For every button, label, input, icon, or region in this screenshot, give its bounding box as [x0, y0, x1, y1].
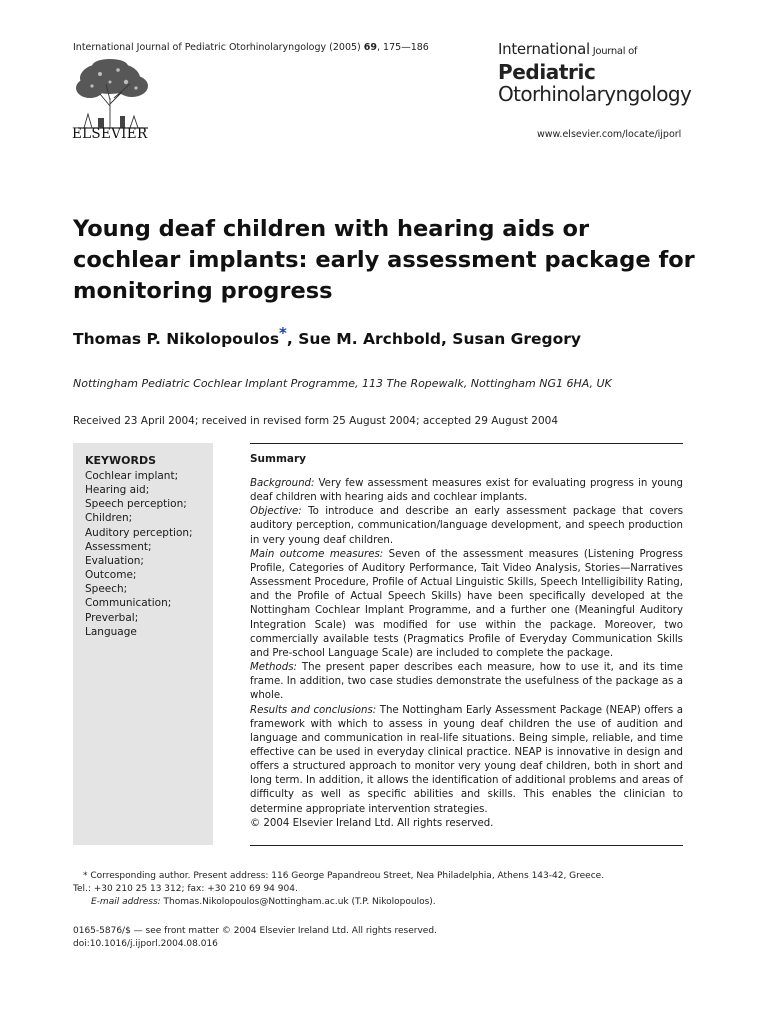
outcome-label: Main outcome measures:: [250, 548, 384, 560]
journal-brand-international: International: [498, 40, 590, 58]
background-text: Very few assessment measures exist for evaluating progress in young deaf children with hearing aids and cochlear implants.: [250, 478, 683, 504]
journal-citation: [73, 42, 429, 53]
methods-text: The present paper describes each measure, how to use it, and its time frame. In addition, two case studies demonstrate the usefulness of the package as a whole.: [250, 662, 683, 702]
keyword-item: Communication;: [85, 597, 172, 610]
journal-citation-text: International Journal of Pediatric Otorhinolaryngology (2005): [73, 42, 364, 53]
corresponding-author-note: * Corresponding author. Present address: 116 George Papandreou Street, Nea Philadelphia, Athens 143-42, Greece.: [83, 871, 605, 881]
summary-methods: [250, 661, 683, 703]
keywords-heading: KEYWORDS: [85, 454, 157, 467]
keywords-box: [73, 443, 213, 845]
issn-line: 0165-5876/$ — see front matter © 2004 Elsevier Ireland Ltd. All rights reserved.: [73, 926, 437, 936]
journal-url[interactable]: www.elsevier.com/locate/ijporl: [537, 129, 682, 140]
keyword-item: Outcome;: [85, 569, 137, 582]
outcome-text: Seven of the assessment measures (Listening Progress Profile, Categories of Auditory Performance, Tait Video Analysis, Stories—Narratives Assessment Procedure, Profile of Actual Linguistic Skills, Speech Intelligibility Rating, and the Profile of Actual Speech Skills) have been specifically developed at the Nottingham Cochlear Implant Programme, and a further one (Meaningful Auditory Integration Scale) was modified for use within the package. Moreover, two commercially available tests (Pragmatics Profile of Everyday Communication Skills and Pre-school Language Scale) are included to complete the package.: [250, 548, 683, 659]
summary-outcome-measures: [250, 548, 683, 661]
summary-objective: [250, 505, 683, 547]
publisher-name: ELSEVIER: [72, 126, 148, 142]
keyword-item: Language: [85, 625, 137, 638]
corresponding-footnote: [73, 870, 693, 909]
journal-brand-line2: Pediatric: [498, 60, 596, 84]
summary-body: [250, 477, 683, 831]
keyword-item: Evaluation;: [85, 554, 144, 567]
keyword-item: Auditory perception;: [85, 526, 193, 539]
front-matter-footnote: [73, 925, 693, 951]
other-authors: , Sue M. Archbold, Susan Gregory: [286, 330, 581, 349]
affiliation: Nottingham Pediatric Cochlear Implant Programme, 113 The Ropewalk, Nottingham NG1 6HA, UK: [73, 377, 612, 390]
objective-label: Objective:: [250, 506, 302, 518]
journal-brand-journal-of: Journal of: [589, 46, 638, 57]
keyword-item: Speech;: [85, 583, 128, 596]
article-title: Young deaf children with hearing aids or cochlear implants: early assessment package for monitoring progress: [73, 216, 695, 304]
first-author: Thomas P. Nikolopoulos: [73, 330, 280, 349]
journal-brand-line1: [498, 40, 708, 61]
email-label: E-mail address:: [91, 897, 161, 907]
elsevier-tree-logo: [70, 58, 154, 130]
journal-brand: [498, 40, 708, 105]
keyword-item: Cochlear implant;: [85, 470, 179, 482]
keyword-item: Hearing aid;: [85, 484, 150, 497]
summary-top-rule: [250, 443, 683, 444]
keywords-list: [85, 469, 193, 639]
article-authors: [73, 324, 581, 348]
corresponding-author-mark[interactable]: *: [279, 324, 287, 342]
keyword-item: Children;: [85, 512, 133, 525]
summary-bottom-rule: [250, 845, 683, 846]
summary-background: [250, 477, 683, 505]
journal-pages: , 175—186: [377, 42, 429, 53]
phone-fax: Tel.: +30 210 25 13 312; fax: +30 210 69 94 904.: [73, 884, 298, 894]
objective-text: To introduce and describe an early assessment package that covers auditory perception, communication/language development, and speech production in very young deaf children.: [250, 506, 683, 546]
results-text: The Nottingham Early Assessment Package (NEAP) offers a framework with which to assess in young deaf children the use of audition and language and communication in real-life situations. Being simple, reliable, and time effective can be used in everyday clinical practice. NEAP is innovative in design and offers a structured approach to monitor very young deaf children, both in short and long term. In addition, it allows the identification of additional problems and areas of difficulty as well as specific abilities and skills. This enables the clinician to determine appropriate intervention strategies.: [250, 704, 683, 815]
abstract: [250, 453, 683, 831]
journal-brand-line3: Otorhinolaryngology: [498, 82, 692, 106]
doi-line[interactable]: doi:10.1016/j.ijporl.2004.08.016: [73, 939, 218, 949]
keyword-item: Assessment;: [85, 540, 152, 553]
article-dates: Received 23 April 2004; received in revised form 25 August 2004; accepted 29 August 2004: [73, 415, 559, 427]
email-address[interactable]: Thomas.Nikolopoulos@Nottingham.ac.uk (T.P. Nikolopoulos).: [160, 897, 436, 907]
keyword-item: Preverbal;: [85, 611, 139, 624]
email-line: [73, 896, 693, 909]
summary-heading: Summary: [250, 453, 307, 465]
results-label: Results and conclusions:: [250, 704, 377, 716]
methods-label: Methods:: [250, 662, 297, 674]
journal-volume: 69: [363, 42, 378, 53]
summary-results: [250, 704, 683, 817]
background-label: Background:: [250, 478, 315, 489]
keyword-item: Speech perception;: [85, 498, 187, 511]
summary-copyright: © 2004 Elsevier Ireland Ltd. All rights reserved.: [250, 817, 494, 829]
